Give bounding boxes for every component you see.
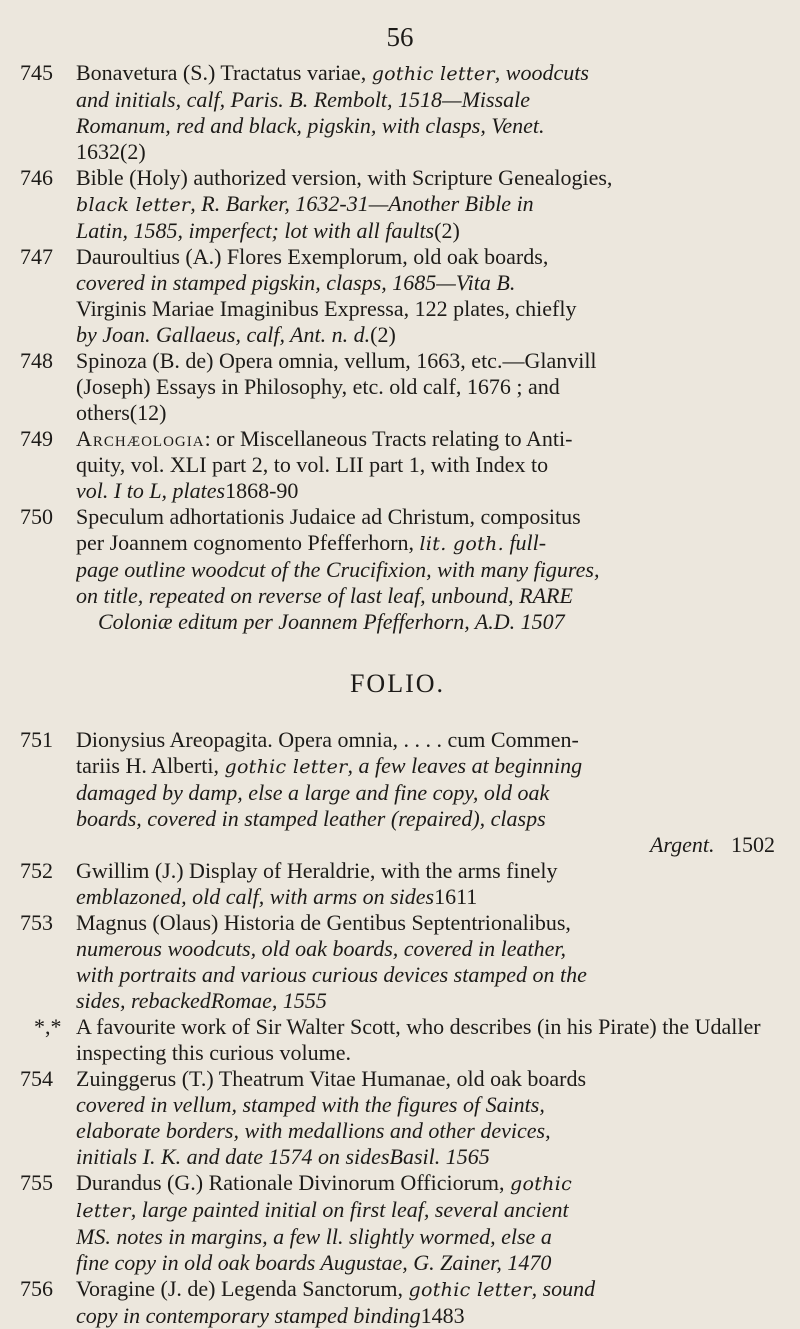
entry-line: Dionysius Areopagita. Opera omnia, . . . . cum Commen- — [76, 727, 579, 752]
lot-752 — [20, 858, 775, 910]
section-heading-folio: FOLIO. — [349, 669, 446, 698]
entry-line: Magnus (Olaus) Historia de Gentibus Septentrionalibus, — [76, 910, 571, 935]
entry-line: Dauroultius (A.) Flores Exemplorum, old oak boards, — [76, 244, 549, 269]
entry-line: Coloniæ editum per Joannem Pfefferhorn, A.D. 1507 — [98, 609, 565, 634]
entry-line: on title, repeated on reverse of last leaf, unbound, RARE — [76, 583, 573, 608]
entry-line: others(12) — [76, 400, 167, 425]
lot-number: 750 — [20, 504, 53, 529]
lot-number: 756 — [20, 1276, 53, 1301]
lot-number: 748 — [20, 348, 53, 373]
entries-list — [20, 60, 775, 1329]
entry-line: fine copy in old oak boards Augustae, G. Zainer, 1470 — [76, 1250, 552, 1275]
entry-line: covered in vellum, stamped with the figures of Saints, — [76, 1092, 545, 1117]
lot-number: 747 — [20, 244, 53, 269]
lot-747 — [20, 244, 775, 348]
lot-746 — [20, 165, 775, 244]
entry-line: initials I. K. and date 1574 on sidesBasil. 1565 — [76, 1144, 490, 1169]
entry-line: elaborate borders, with medallions and other devices, — [76, 1118, 551, 1143]
entry-line: vol. I to L, plates1868-90 — [76, 478, 299, 503]
entry-line: Latin, 1585, imperfect; lot with all faults(2) — [76, 218, 460, 243]
lot-number: 754 — [20, 1066, 53, 1091]
entry-line: copy in contemporary stamped binding1483 — [76, 1303, 465, 1328]
lot-753 — [20, 910, 775, 1014]
lot-number: 745 — [20, 60, 53, 85]
entry-line: Spinoza (B. de) Opera omnia, vellum, 1663, etc.—Glanvill — [76, 348, 597, 373]
entry-line: Gwillim (J.) Display of Heraldrie, with the arms finely — [76, 858, 558, 883]
entry-line: Bonavetura (S.) Tractatus variae, gothic letter, woodcuts — [76, 60, 589, 85]
note-line: A favourite work of Sir Walter Scott, who describes (in — [76, 1014, 562, 1039]
entry-line: Voragine (J. de) Legenda Sanctorum, gothic letter, sound — [76, 1276, 596, 1301]
lot-number: 755 — [20, 1170, 53, 1195]
entry-line: MS. notes in margins, a few ll. slightly wormed, else a — [76, 1224, 552, 1249]
lot-750 — [20, 504, 775, 635]
note-line: his Pirate) the Udaller inspecting this curious volume. — [76, 1014, 761, 1065]
entry-line: covered in stamped pigskin, clasps, 1685—Vita B. — [76, 270, 516, 295]
entry-line: by Joan. Gallaeus, calf, Ant. n. d.(2) — [76, 322, 396, 347]
entry-line: quity, vol. XLI part 2, to vol. LII part 1, with Index to — [76, 452, 549, 477]
entry-line: tariis H. Alberti, gothic letter, a few leaves at beginning — [76, 753, 583, 778]
lot-754 — [20, 1066, 775, 1170]
lot-number: 751 — [20, 727, 53, 752]
entry-line: 1632(2) — [76, 139, 146, 164]
entry-line: page outline woodcut of the Crucifixion, with many figures, — [76, 557, 600, 582]
lot-753-note — [20, 1014, 775, 1066]
entry-line: Bible (Holy) authorized version, with Scripture Genealogies, — [76, 165, 613, 190]
lot-755 — [20, 1170, 775, 1276]
page-number: 56 — [386, 22, 414, 52]
entry-line: Archæologia: or Miscellaneous Tracts relating to Anti- — [76, 426, 573, 451]
entry-line: with portraits and various curious devices stamped on the — [76, 962, 587, 987]
lot-number: 746 — [20, 165, 53, 190]
entry-line: Speculum adhortationis Judaice ad Christum, compositus — [76, 504, 581, 529]
entry-line: per Joannem cognomento Pfefferhorn, lit. goth. full- — [76, 530, 547, 555]
entry-line: (Joseph) Essays in Philosophy, etc. old calf, 1676 ; and — [76, 374, 560, 399]
entry-line: Zuinggerus (T.) Theatrum Vitae Humanae, old oak boards — [76, 1066, 587, 1091]
lot-751 — [20, 727, 775, 858]
entry-line: damaged by damp, else a large and fine copy, old oak — [76, 780, 550, 805]
entry-line: sides, rebackedRomae, 1555 — [76, 988, 327, 1013]
entry-line: emblazoned, old calf, with arms on sides1611 — [76, 884, 478, 909]
lot-number: 753 — [20, 910, 53, 935]
entry-line: letter, large painted initial on first leaf, several ancient — [76, 1197, 569, 1222]
lot-749 — [20, 426, 775, 504]
entry-line: Romanum, red and black, pigskin, with clasps, Venet. — [76, 113, 545, 138]
lot-756 — [20, 1276, 775, 1329]
asterism-mark: *,* — [34, 1014, 62, 1039]
entry-line: and initials, calf, Paris. B. Rembolt, 1518—Missale — [76, 87, 531, 112]
lot-number: 749 — [20, 426, 53, 451]
entry-line: Argent. 1502 — [649, 832, 775, 857]
entry-line: Durandus (G.) Rationale Divinorum Officiorum, gothic — [76, 1170, 573, 1195]
entry-line: Virginis Mariae Imaginibus Expressa, 122 plates, chiefly — [76, 296, 577, 321]
lot-number: 752 — [20, 858, 53, 883]
entry-line: boards, covered in stamped leather (repaired), clasps — [76, 806, 546, 831]
lot-748 — [20, 348, 775, 426]
entry-line: black letter, R. Barker, 1632-31—Another Bible in — [76, 191, 534, 216]
entry-line: numerous woodcuts, old oak boards, covered in leather, — [76, 936, 567, 961]
lot-745 — [20, 60, 775, 165]
